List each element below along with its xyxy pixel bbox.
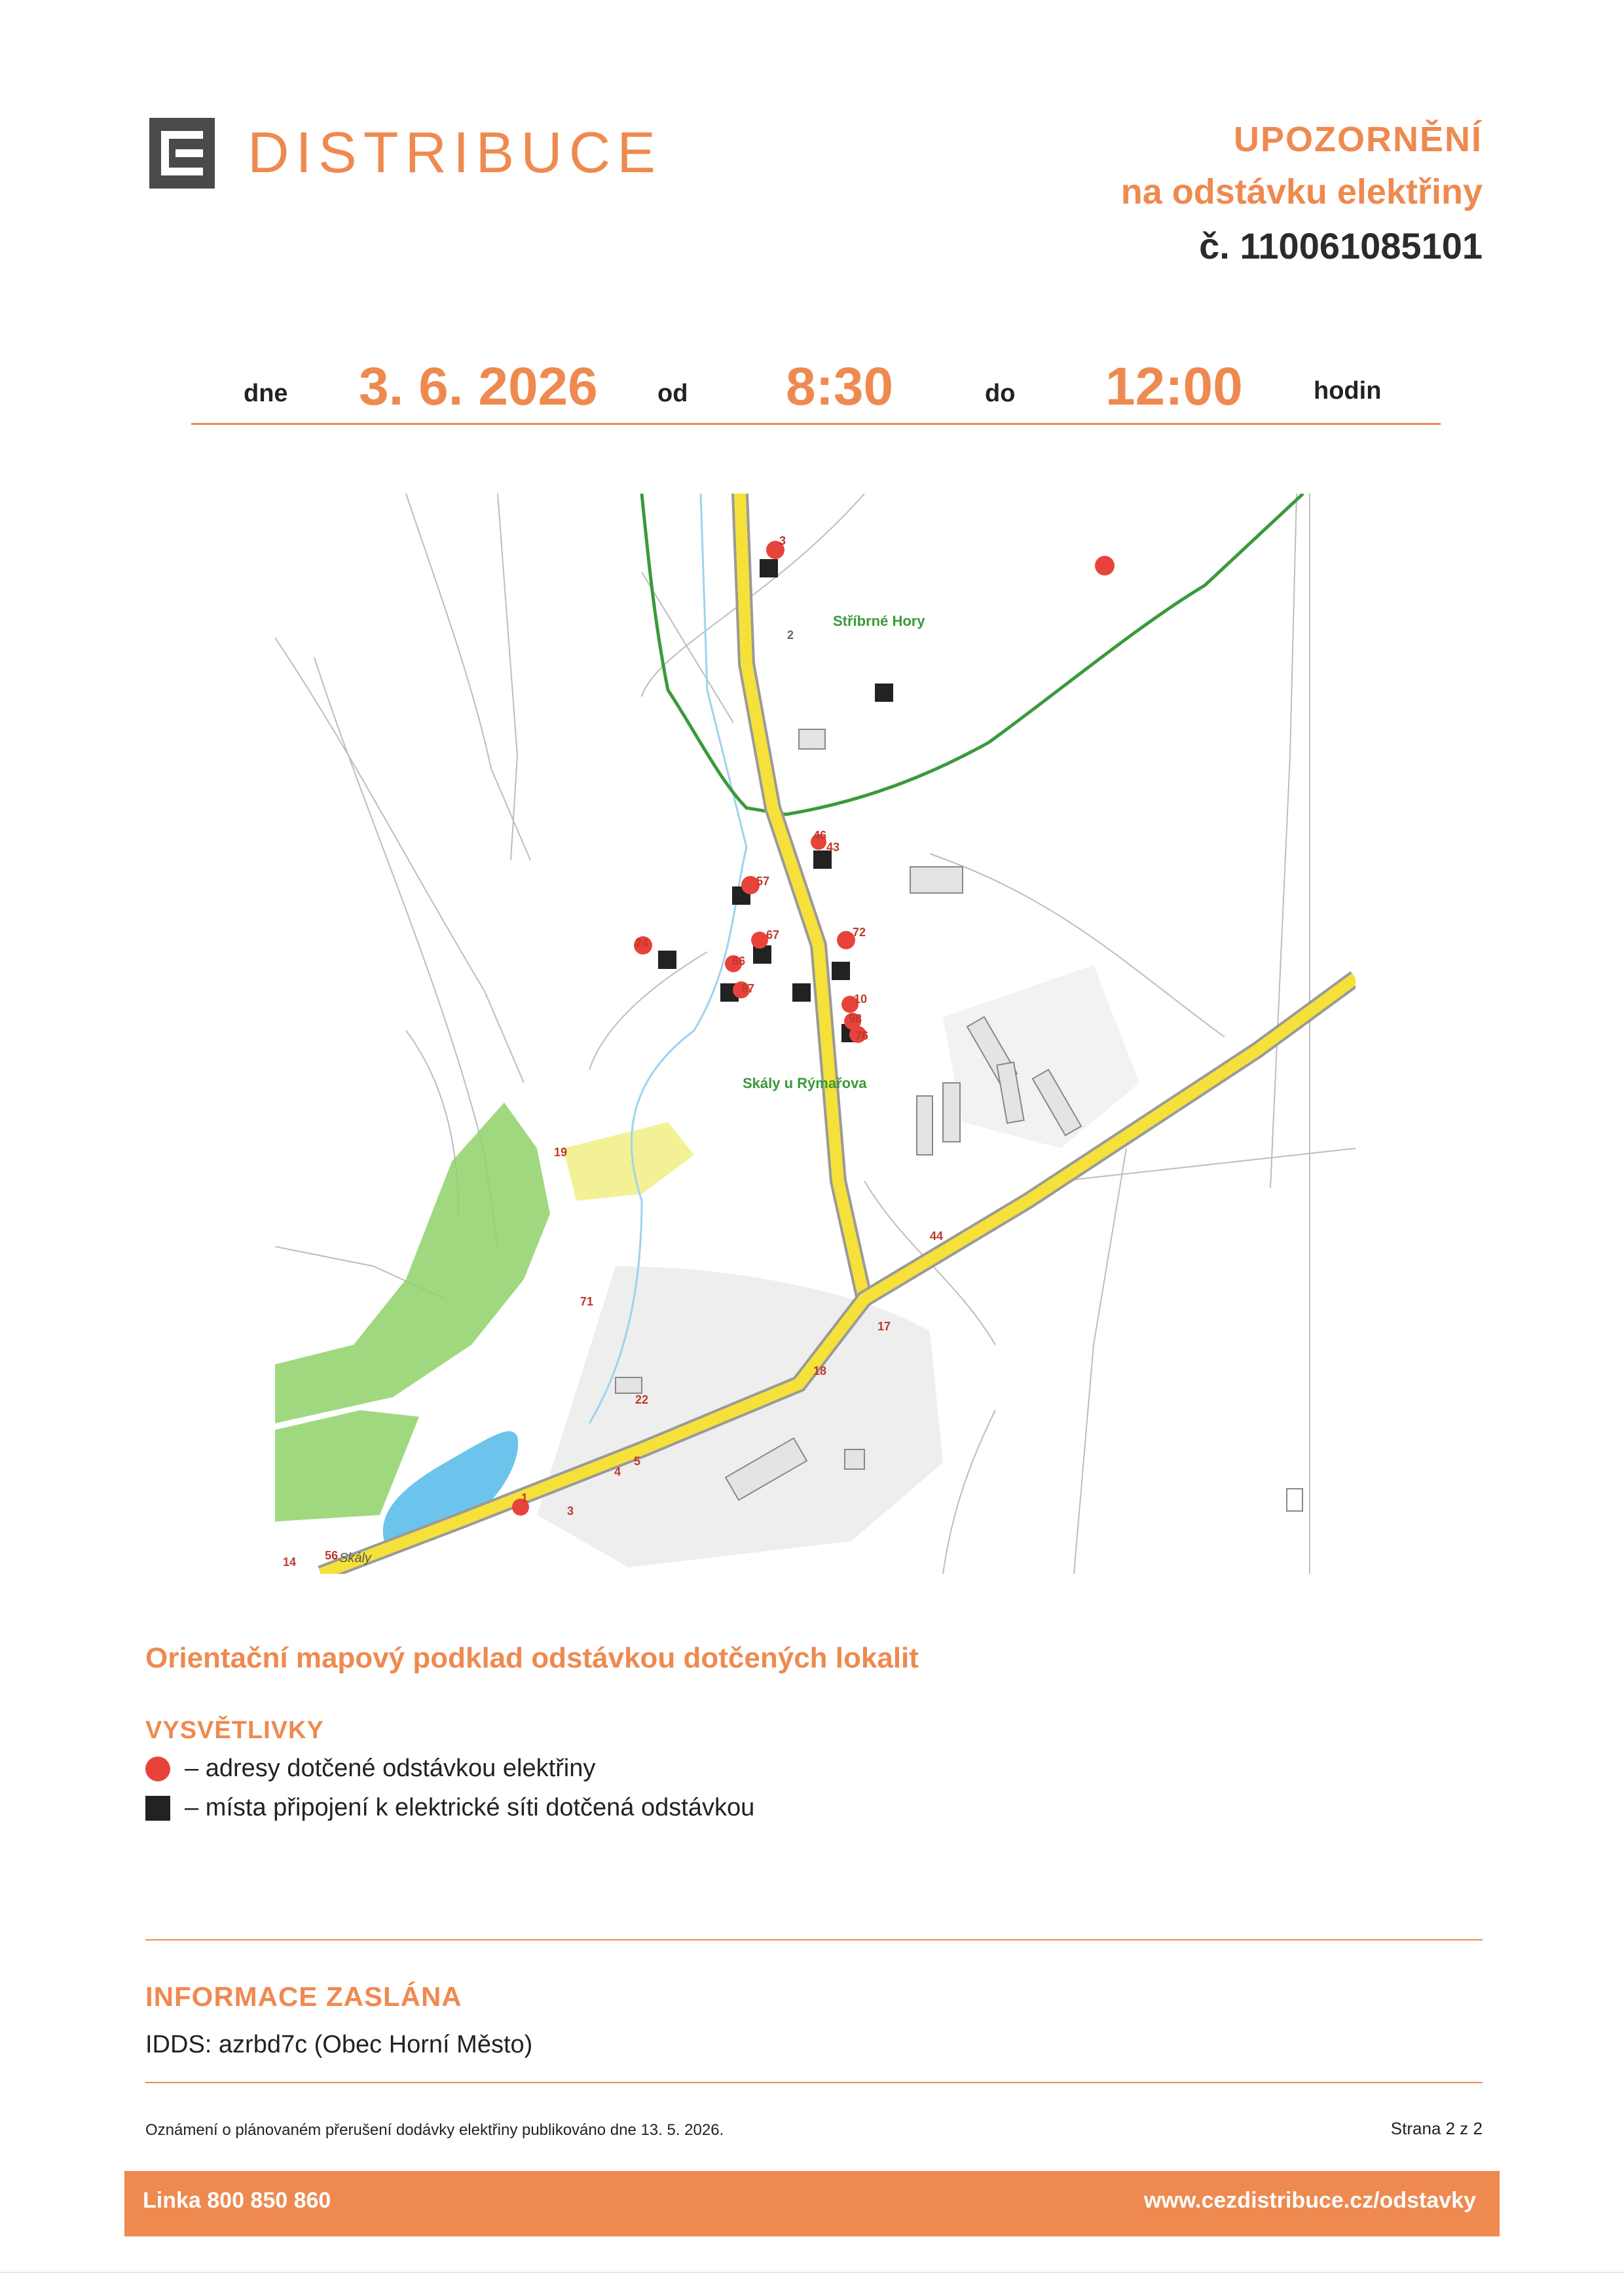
- time-to: 12:00: [1105, 357, 1243, 416]
- notice-title: UPOZORNĚNÍ: [1233, 120, 1483, 159]
- black-square-icon: [145, 1796, 170, 1821]
- addr-label: 67: [766, 928, 780, 941]
- legend-square-text: – místa připojení k elektrické síti dotčená odstávkou: [185, 1794, 755, 1821]
- notice-number: č. 110061085101: [1199, 225, 1483, 266]
- addr-label: 66: [732, 955, 746, 968]
- legend-dot-text: – adresy dotčené odstávkou elektřiny: [185, 1755, 596, 1782]
- addr-label: 56: [325, 1549, 339, 1562]
- map-caption: Orientační mapový podklad odstávkou dotčených lokalit: [145, 1642, 919, 1674]
- addr-label: 44: [930, 1230, 944, 1243]
- info-title: INFORMACE ZASLÁNA: [145, 1981, 462, 2012]
- addr-label: 57: [756, 875, 770, 888]
- legend-title: VYSVĚTLIVKY: [145, 1717, 324, 1744]
- outage-map: [275, 494, 1356, 1574]
- brand-name: DISTRIBUCE: [248, 120, 662, 185]
- place-label-stribrne-hory: Stříbrné Hory: [833, 613, 925, 629]
- addr-label: 19: [554, 1146, 568, 1159]
- legend-item-addresses: [145, 1755, 595, 1783]
- addr-label: 2: [787, 629, 794, 642]
- addr-label: 1: [521, 1491, 528, 1504]
- label-from: od: [657, 380, 688, 407]
- publication-note: Oznámení o plánovaném přerušení dodávky elektřiny publikováno dne 13. 5. 2026.: [145, 2121, 724, 2139]
- addr-label: 14: [283, 1556, 297, 1569]
- red-dot-icon: [145, 1757, 170, 1781]
- label-hours: hodin: [1314, 377, 1382, 405]
- addr-label: 76: [855, 1029, 869, 1042]
- built-area: [943, 965, 1139, 1148]
- label-to: do: [985, 380, 1016, 407]
- addr-label: 98: [849, 1012, 862, 1025]
- label-day: dne: [244, 380, 288, 407]
- place-label-skaly-u-rymarova: Skály u Rýmařova: [743, 1075, 867, 1091]
- addr-label: 43: [826, 841, 840, 854]
- divider: [145, 1939, 1483, 1941]
- addr-label: 10: [854, 993, 868, 1006]
- addr-label: 3: [567, 1504, 574, 1518]
- meadow-area: [275, 1102, 550, 1423]
- notice-subtitle: na odstávku elektřiny: [1120, 172, 1483, 211]
- scan-edge: [0, 2272, 1624, 2273]
- addr-label: 22: [635, 1393, 649, 1406]
- field-area: [563, 1122, 694, 1201]
- cez-logo: [149, 118, 215, 189]
- addr-label: 4: [614, 1465, 621, 1478]
- addr-label: 71: [580, 1295, 594, 1308]
- addr-label: 87: [741, 982, 755, 995]
- divider: [145, 2082, 1483, 2083]
- hotline: Linka 800 850 860: [143, 2188, 331, 2213]
- addr-label: 72: [853, 926, 866, 939]
- addr-label: 17: [877, 1320, 891, 1333]
- page-number: Strana 2 z 2: [1390, 2119, 1483, 2138]
- addr-label: 24: [635, 936, 649, 949]
- time-from: 8:30: [786, 357, 894, 416]
- addr-label: 46: [813, 829, 827, 842]
- place-label-skaly: Skály: [339, 1551, 371, 1565]
- legend-item-connections: [145, 1794, 754, 1822]
- date-divider: [191, 423, 1441, 425]
- info-text: IDDS: azrbd7c (Obec Horní Město): [145, 2031, 533, 2058]
- addr-label: 18: [813, 1364, 827, 1377]
- addr-label: 5: [634, 1455, 641, 1468]
- outage-date: 3. 6. 2026: [359, 357, 598, 416]
- website-link[interactable]: www.cezdistribuce.cz/odstavky: [1143, 2188, 1476, 2213]
- addr-label: 3: [779, 534, 786, 547]
